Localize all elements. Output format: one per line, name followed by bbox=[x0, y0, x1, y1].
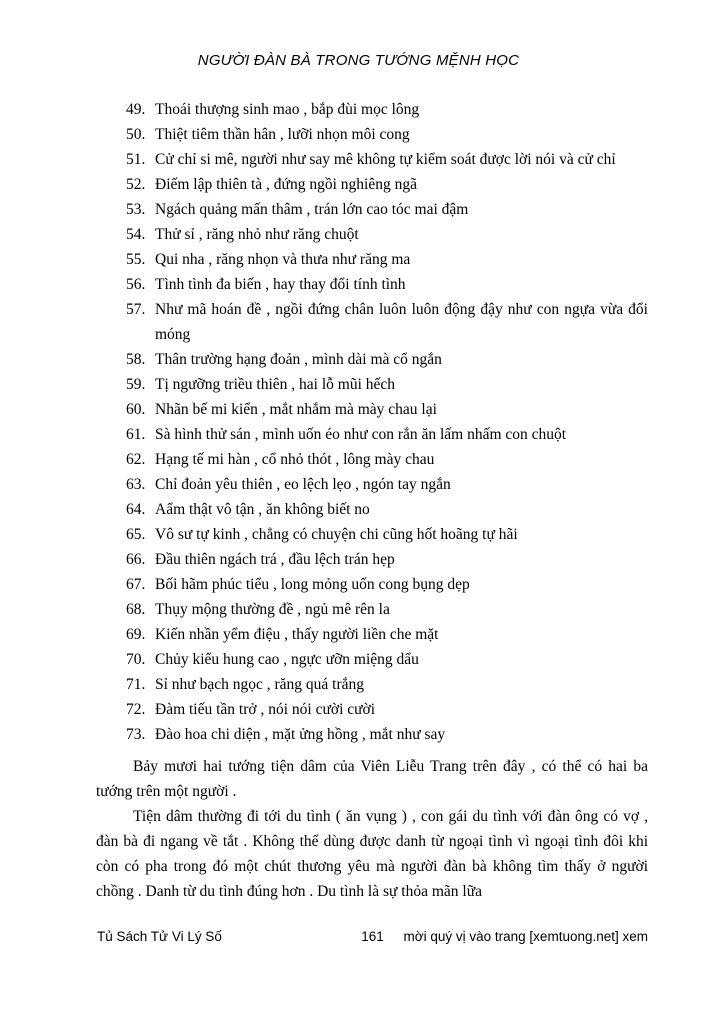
body-paragraphs bbox=[96, 754, 648, 904]
list-item-number: 72. bbox=[126, 701, 146, 718]
paragraph: Tiện dâm thường đi tới du tình ( ăn vụng ) , con gái du tình với đàn ông có vợ , đàn bà đi ngang về tắt . Không thể dùng được danh từ ngoại tình vì ngoại tình đôi khi còn có pha trong đó một chút thương yêu mà người đàn bà không tìm thấy ở người chồng . Danh từ du tình đúng hơn . Du tình là sự thỏa mãn lữa bbox=[96, 808, 648, 900]
footer-book-title: Tủ Sách Tử Vi Lý Số bbox=[97, 929, 222, 944]
list-item-number: 60. bbox=[126, 401, 146, 418]
list-item bbox=[126, 497, 648, 522]
list-item bbox=[126, 597, 648, 622]
list-item bbox=[126, 422, 648, 447]
list-item-text: Vô sư tự kinh , chẳng có chuyện chi cũng hốt hoãng tự hãi bbox=[155, 526, 518, 543]
list-item-text: Nhãn bế mi kiển , mắt nhắm mà mày chau lại bbox=[155, 401, 437, 418]
list-item-text: Thụy mộng thường đề , ngủ mê rên la bbox=[155, 601, 390, 618]
list-item-text: Hạng tế mi hàn , cổ nhỏ thót , lông mày chau bbox=[155, 451, 435, 468]
list-item bbox=[126, 472, 648, 497]
footer-page-number: 161 bbox=[361, 929, 384, 944]
list-item-text: Chủy kiểu hung cao , ngực ưỡn miệng dẩu bbox=[155, 651, 419, 668]
list-item-number: 63. bbox=[126, 476, 146, 493]
list-item bbox=[126, 547, 648, 572]
list-item bbox=[126, 172, 648, 197]
list-item bbox=[126, 297, 648, 347]
list-item bbox=[126, 122, 648, 147]
list-item-number: 69. bbox=[126, 626, 146, 643]
list-item bbox=[126, 672, 648, 697]
list-item-text: Sỉ như bạch ngọc , răng quá trắng bbox=[155, 676, 364, 693]
list-item-number: 58. bbox=[126, 351, 146, 368]
list-item-number: 59. bbox=[126, 376, 146, 393]
list-item bbox=[126, 722, 648, 747]
list-item bbox=[126, 222, 648, 247]
list-item bbox=[126, 447, 648, 472]
list-item-number: 71. bbox=[126, 676, 146, 693]
list-item-text: Cử chỉ si mê, người như say mê không tự kiểm soát được lời nói và cử chỉ bbox=[155, 151, 616, 168]
list-item-number: 70. bbox=[126, 651, 146, 668]
page-title: NGƯỜI ĐÀN BÀ TRONG TƯỚNG MỆNH HỌC bbox=[197, 52, 520, 69]
list-item-number: 54. bbox=[126, 226, 146, 243]
list-item-number: 73. bbox=[126, 726, 146, 743]
list-item-number: 67. bbox=[126, 576, 146, 593]
list-item-text: Đầu thiên ngách trá , đầu lệch trán hẹp bbox=[155, 551, 395, 568]
list-item-text: Kiến nhần yểm điệu , thấy người liền che mặt bbox=[155, 626, 439, 643]
list-item bbox=[126, 147, 648, 172]
list-item bbox=[126, 272, 648, 297]
list-item-number: 49. bbox=[126, 101, 146, 118]
paragraph: Bảy mươi hai tướng tiện dâm của Viên Liễu Trang trên đây , có thể có hai ba tướng trên một người . bbox=[96, 758, 648, 800]
list-item-number: 68. bbox=[126, 601, 146, 618]
list-item bbox=[126, 522, 648, 547]
list-item-number: 52. bbox=[126, 176, 146, 193]
list-item-text: Thử sỉ , răng nhỏ như răng chuột bbox=[155, 226, 359, 243]
footer-site-note: mời quý vị vào trang [xemtuong.net] xem bbox=[403, 929, 648, 944]
list-item-text: Đàm tiếu tần trở , nói nói cười cười bbox=[155, 701, 376, 718]
list-item-text: Tị ngưỡng triều thiên , hai lỗ mũi hếch bbox=[155, 376, 396, 393]
list-item bbox=[126, 347, 648, 372]
list-item-number: 53. bbox=[126, 201, 146, 218]
list-item-text: Aẩm thật vô tận , ăn không biết no bbox=[155, 501, 370, 518]
list-item-text: Qui nha , răng nhọn và thưa như răng ma bbox=[155, 251, 411, 268]
list-item-number: 61. bbox=[126, 426, 146, 443]
list-item-text: Như mã hoán đề , ngồi đứng chân luôn luôn động đậy như con ngựa vừa đổi móng bbox=[155, 301, 648, 343]
list-item bbox=[126, 397, 648, 422]
list-item-number: 55. bbox=[126, 251, 146, 268]
list-item-text: Thoái thượng sinh mao , bắp đùi mọc lông bbox=[155, 101, 420, 118]
list-item-number: 51. bbox=[126, 151, 146, 168]
list-item bbox=[126, 572, 648, 597]
page-content bbox=[96, 97, 648, 904]
list-item bbox=[126, 697, 648, 722]
list-item-number: 65. bbox=[126, 526, 146, 543]
list-item-number: 50. bbox=[126, 126, 146, 143]
list-item-number: 56. bbox=[126, 276, 146, 293]
list-item-text: Thiệt tiêm thần hân , lưỡi nhọn môi cong bbox=[155, 126, 410, 143]
list-item bbox=[126, 197, 648, 222]
list-item bbox=[126, 372, 648, 397]
list-item bbox=[126, 247, 648, 272]
list-item-text: Sà hình thử sán , mình uốn éo như con rắn ăn lấm nhấm con chuột bbox=[155, 426, 567, 443]
list-item-text: Chỉ đoản yêu thiên , eo lệch lẹo , ngón tay ngắn bbox=[155, 476, 451, 493]
list-item-number: 64. bbox=[126, 501, 146, 518]
list-item-text: Điếm lập thiên tà , đứng ngồi nghiêng ngã bbox=[155, 176, 417, 193]
list-item-text: Thân trường hạng đoản , mình dài mà cổ ngắn bbox=[155, 351, 442, 368]
list-item-number: 66. bbox=[126, 551, 146, 568]
list-item bbox=[126, 97, 648, 122]
list-item-text: Ngách quảng mấn thâm , trán lớn cao tóc mai đậm bbox=[155, 201, 469, 218]
list-item-text: Tình tình đa biến , hay thay đổi tính tình bbox=[155, 276, 406, 293]
list-item-text: Bối hãm phúc tiểu , long mỏng uốn cong bụng dẹp bbox=[155, 576, 470, 593]
list-item-text: Đào hoa chi diện , mặt ửng hồng , mắt như say bbox=[155, 726, 446, 743]
list-item bbox=[126, 622, 648, 647]
page-footer bbox=[97, 929, 648, 944]
list-item bbox=[126, 647, 648, 672]
numbered-list bbox=[126, 97, 648, 747]
list-item-number: 57. bbox=[126, 301, 146, 318]
list-item-number: 62. bbox=[126, 451, 146, 468]
